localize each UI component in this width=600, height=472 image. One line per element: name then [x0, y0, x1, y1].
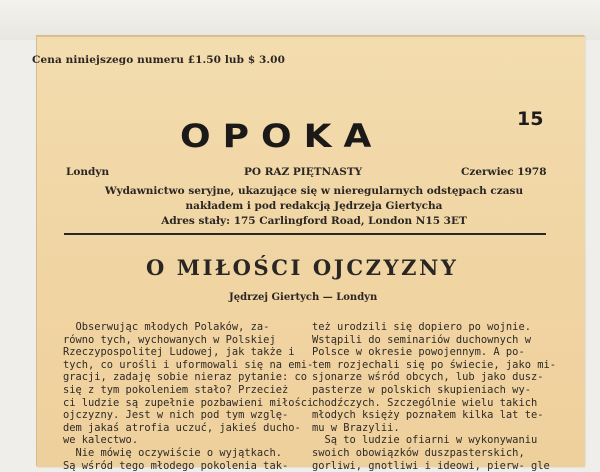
text-line: tych, co urośli i uformowali się na emi-: [63, 358, 314, 371]
text-line: Obserwując młodych Polaków, za-: [63, 321, 270, 333]
text-line: Wstąpili do seminariów duchownych w: [312, 333, 531, 346]
article-column-right: [312, 321, 556, 472]
text-line: ci ludzie są zupełnie pozbawieni miłości: [63, 396, 314, 409]
text-line: Są to ludzie ofiarni w wykonywaniu: [312, 434, 538, 447]
text-line: chodźczych. Szczególnie wielu takich: [312, 396, 538, 409]
publisher-info: [74, 184, 554, 229]
publisher-info-line: nakładem i pod redakcją Jędrzeja Giertycha: [185, 200, 443, 212]
scan-background: [0, 0, 600, 40]
text-line: młodych księży poznałem kilka lat te-: [312, 409, 544, 422]
text-line: Nie mówię oczywiście o wyjątkach.: [63, 446, 282, 459]
text-line: ojczyzny. Jest w nich pod tym wzglę-: [63, 409, 289, 422]
text-line: pasterze w polskich skupieniach wy-: [312, 383, 531, 396]
text-line: też urodzili się dopiero po wojnie.: [312, 321, 531, 333]
publication-date: Czerwiec 1978: [461, 166, 547, 178]
article-byline: Jędrzej Giertych — Londyn: [229, 292, 378, 303]
text-line: swoich obowiązków duszpasterskich,: [312, 446, 525, 459]
article-title: O MIŁOŚCI OJCZYZNY: [146, 255, 459, 280]
text-line: Polsce w okresie powojennym. A po-: [312, 346, 525, 359]
header-divider: [64, 233, 546, 235]
publisher-info-line: Adres stały: 175 Carlingford Road, London N15 3ET: [161, 215, 467, 227]
publisher-info-line: Wydawnictwo seryjne, ukazujące się w nieregularnych odstępach czasu: [104, 185, 524, 197]
text-line: Są wśród tego młodego pokolenia tak-: [63, 459, 289, 472]
publication-city: Londyn: [66, 166, 110, 178]
text-line: dem jakaś atrofia uczuć, jakieś ducho-: [63, 421, 301, 434]
text-line: się z tym pokoleniem stało? Przecież: [63, 383, 289, 396]
text-line: równo tych, wychowanych w Polskiej: [63, 333, 276, 346]
text-line: mu w Brazylii.: [312, 421, 400, 434]
article-column-left: [63, 321, 313, 472]
text-line: we kalectwo.: [63, 434, 139, 447]
text-line: gorliwi, gnotliwi i ideowi, pierw- gle: [312, 459, 550, 472]
issue-price: Cena niniejszego numeru £1.50 lub $ 3.00: [32, 54, 285, 66]
masthead-title: OPOKA: [180, 118, 384, 155]
text-line: sjonarze wśród obcych, lub jako dusz-: [312, 371, 544, 384]
text-line: gracji, zadaję sobie nieraz pytanie: co: [63, 371, 307, 384]
text-line: Rzeczypospolitej Ludowej, jak także i: [63, 346, 295, 359]
issue-number: 15: [517, 108, 544, 130]
masthead-subtitle: PO RAZ PIĘTNASTY: [244, 166, 363, 178]
text-line: tem rozjechali się po świecie, jako mi-: [312, 358, 556, 371]
